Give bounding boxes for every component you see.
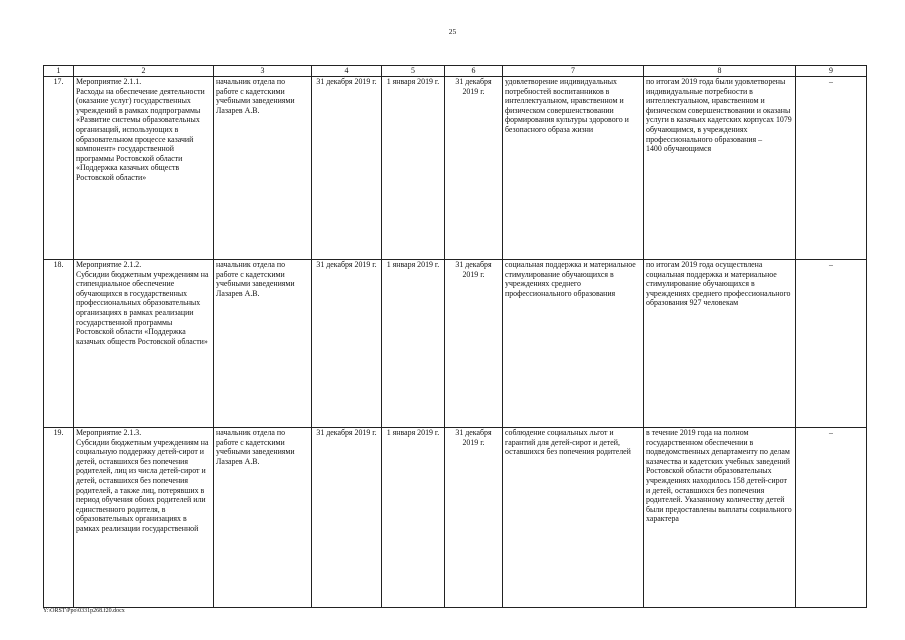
planned-end-date: 31 декабря 2019 г.	[312, 77, 382, 260]
responsible-person: начальник отдела по работе с кадетскими учебными заведениями Лазарев А.В.	[214, 77, 312, 260]
row-number: 19.	[44, 428, 74, 608]
row-number: 18.	[44, 260, 74, 428]
planned-end-date: 31 декабря 2019 г.	[312, 260, 382, 428]
actual-end-date: 31 декабря 2019 г.	[445, 77, 503, 260]
column-header-8: 8	[644, 66, 796, 77]
note: –	[796, 77, 867, 260]
actual-end-date: 31 декабря 2019 г.	[445, 428, 503, 608]
column-header-6: 6	[445, 66, 503, 77]
note: –	[796, 260, 867, 428]
column-header-2: 2	[74, 66, 214, 77]
actual-end-date: 31 декабря 2019 г.	[445, 260, 503, 428]
page-number: 25	[448, 27, 457, 36]
column-header-5: 5	[382, 66, 445, 77]
responsible-person: начальник отдела по работе с кадетскими учебными заведениями Лазарев А.В.	[214, 260, 312, 428]
activity-name: Мероприятие 2.1.1. Расходы на обеспечение деятельности (оказание услуг) государственных учреждений в рамках подпрограммы «Развитие системы образовательных организаций, использующих в образовательном процессе казачий компонент» государственной программы Ростовской области «Поддержка казачьих обществ Ростовской области»	[74, 77, 214, 260]
footer-file-path: Y:\ORST\Ppo\0331p268.f20.docx	[43, 608, 125, 614]
planned-result: удовлетворение индивидуальных потребностей воспитанников в интеллектуальном, нравственном и физическом совершенствовании формирования культуры здорового и безопасного образа жизни	[503, 77, 644, 260]
table-row	[44, 260, 867, 428]
column-header-3: 3	[214, 66, 312, 77]
table-body	[44, 66, 867, 608]
activity-name: Мероприятие 2.1.3. Субсидии бюджетным учреждениям на социальную поддержку детей-сирот и детей, оставшихся без попечения родителей, лиц из числа детей-сирот и детей, оставшихся без попечения родителей, а также лиц, потерявших в период обучения обоих родителей или единственного родителя, в образовательных организациях в рамках реализации государственной	[74, 428, 214, 608]
note: –	[796, 428, 867, 608]
actual-start-date: 1 января 2019 г.	[382, 77, 445, 260]
actual-result: по итогам 2019 года осуществлена социальная поддержка и материальное стимулирование обучающихся в учреждениях среднего профессионального образования 927 человекам	[644, 260, 796, 428]
actual-start-date: 1 января 2019 г.	[382, 428, 445, 608]
table-row	[44, 428, 867, 608]
responsible-person: начальник отдела по работе с кадетскими учебными заведениями Лазарев А.В.	[214, 428, 312, 608]
column-header-4: 4	[312, 66, 382, 77]
planned-result: соблюдение социальных льгот и гарантий для детей-сирот и детей, оставшихся без попечения родителей	[503, 428, 644, 608]
actual-result: в течение 2019 года на полном государственном обеспечении в подведомственных департаменту по делам казачества и кадетских учебных заведений Ростовской области образовательных учреждениях находилось 158 детей-сирот и детей, оставшихся без попечения родителей. Указанному количеству детей были предоставлены выплаты социального характера	[644, 428, 796, 608]
actual-start-date: 1 января 2019 г.	[382, 260, 445, 428]
column-header-7: 7	[503, 66, 644, 77]
column-header-1: 1	[44, 66, 74, 77]
planned-result: социальная поддержка и материальное стимулирование обучающихся в учреждениях среднего профессионального образования	[503, 260, 644, 428]
actual-result: по итогам 2019 года были удовлетворены индивидуальные потребности в интеллектуальном, нравственном и физическом совершенствовании и оказаны услуги в казачьих кадетских корпусах 1079 обучающимся, в учреждениях профессионального образования – 1400 обучающимся	[644, 77, 796, 260]
planned-end-date: 31 декабря 2019 г.	[312, 428, 382, 608]
table-row	[44, 77, 867, 260]
column-header-9: 9	[796, 66, 867, 77]
row-number: 17.	[44, 77, 74, 260]
report-table	[43, 65, 867, 608]
activity-name: Мероприятие 2.1.2. Субсидии бюджетным учреждениям на стипендиальное обеспечение обучающихся в государственных профессиональных образовательных организациях в рамках реализации государственной программы Ростовской области «Поддержка казачьих обществ Ростовской области»	[74, 260, 214, 428]
column-number-row	[44, 66, 867, 77]
